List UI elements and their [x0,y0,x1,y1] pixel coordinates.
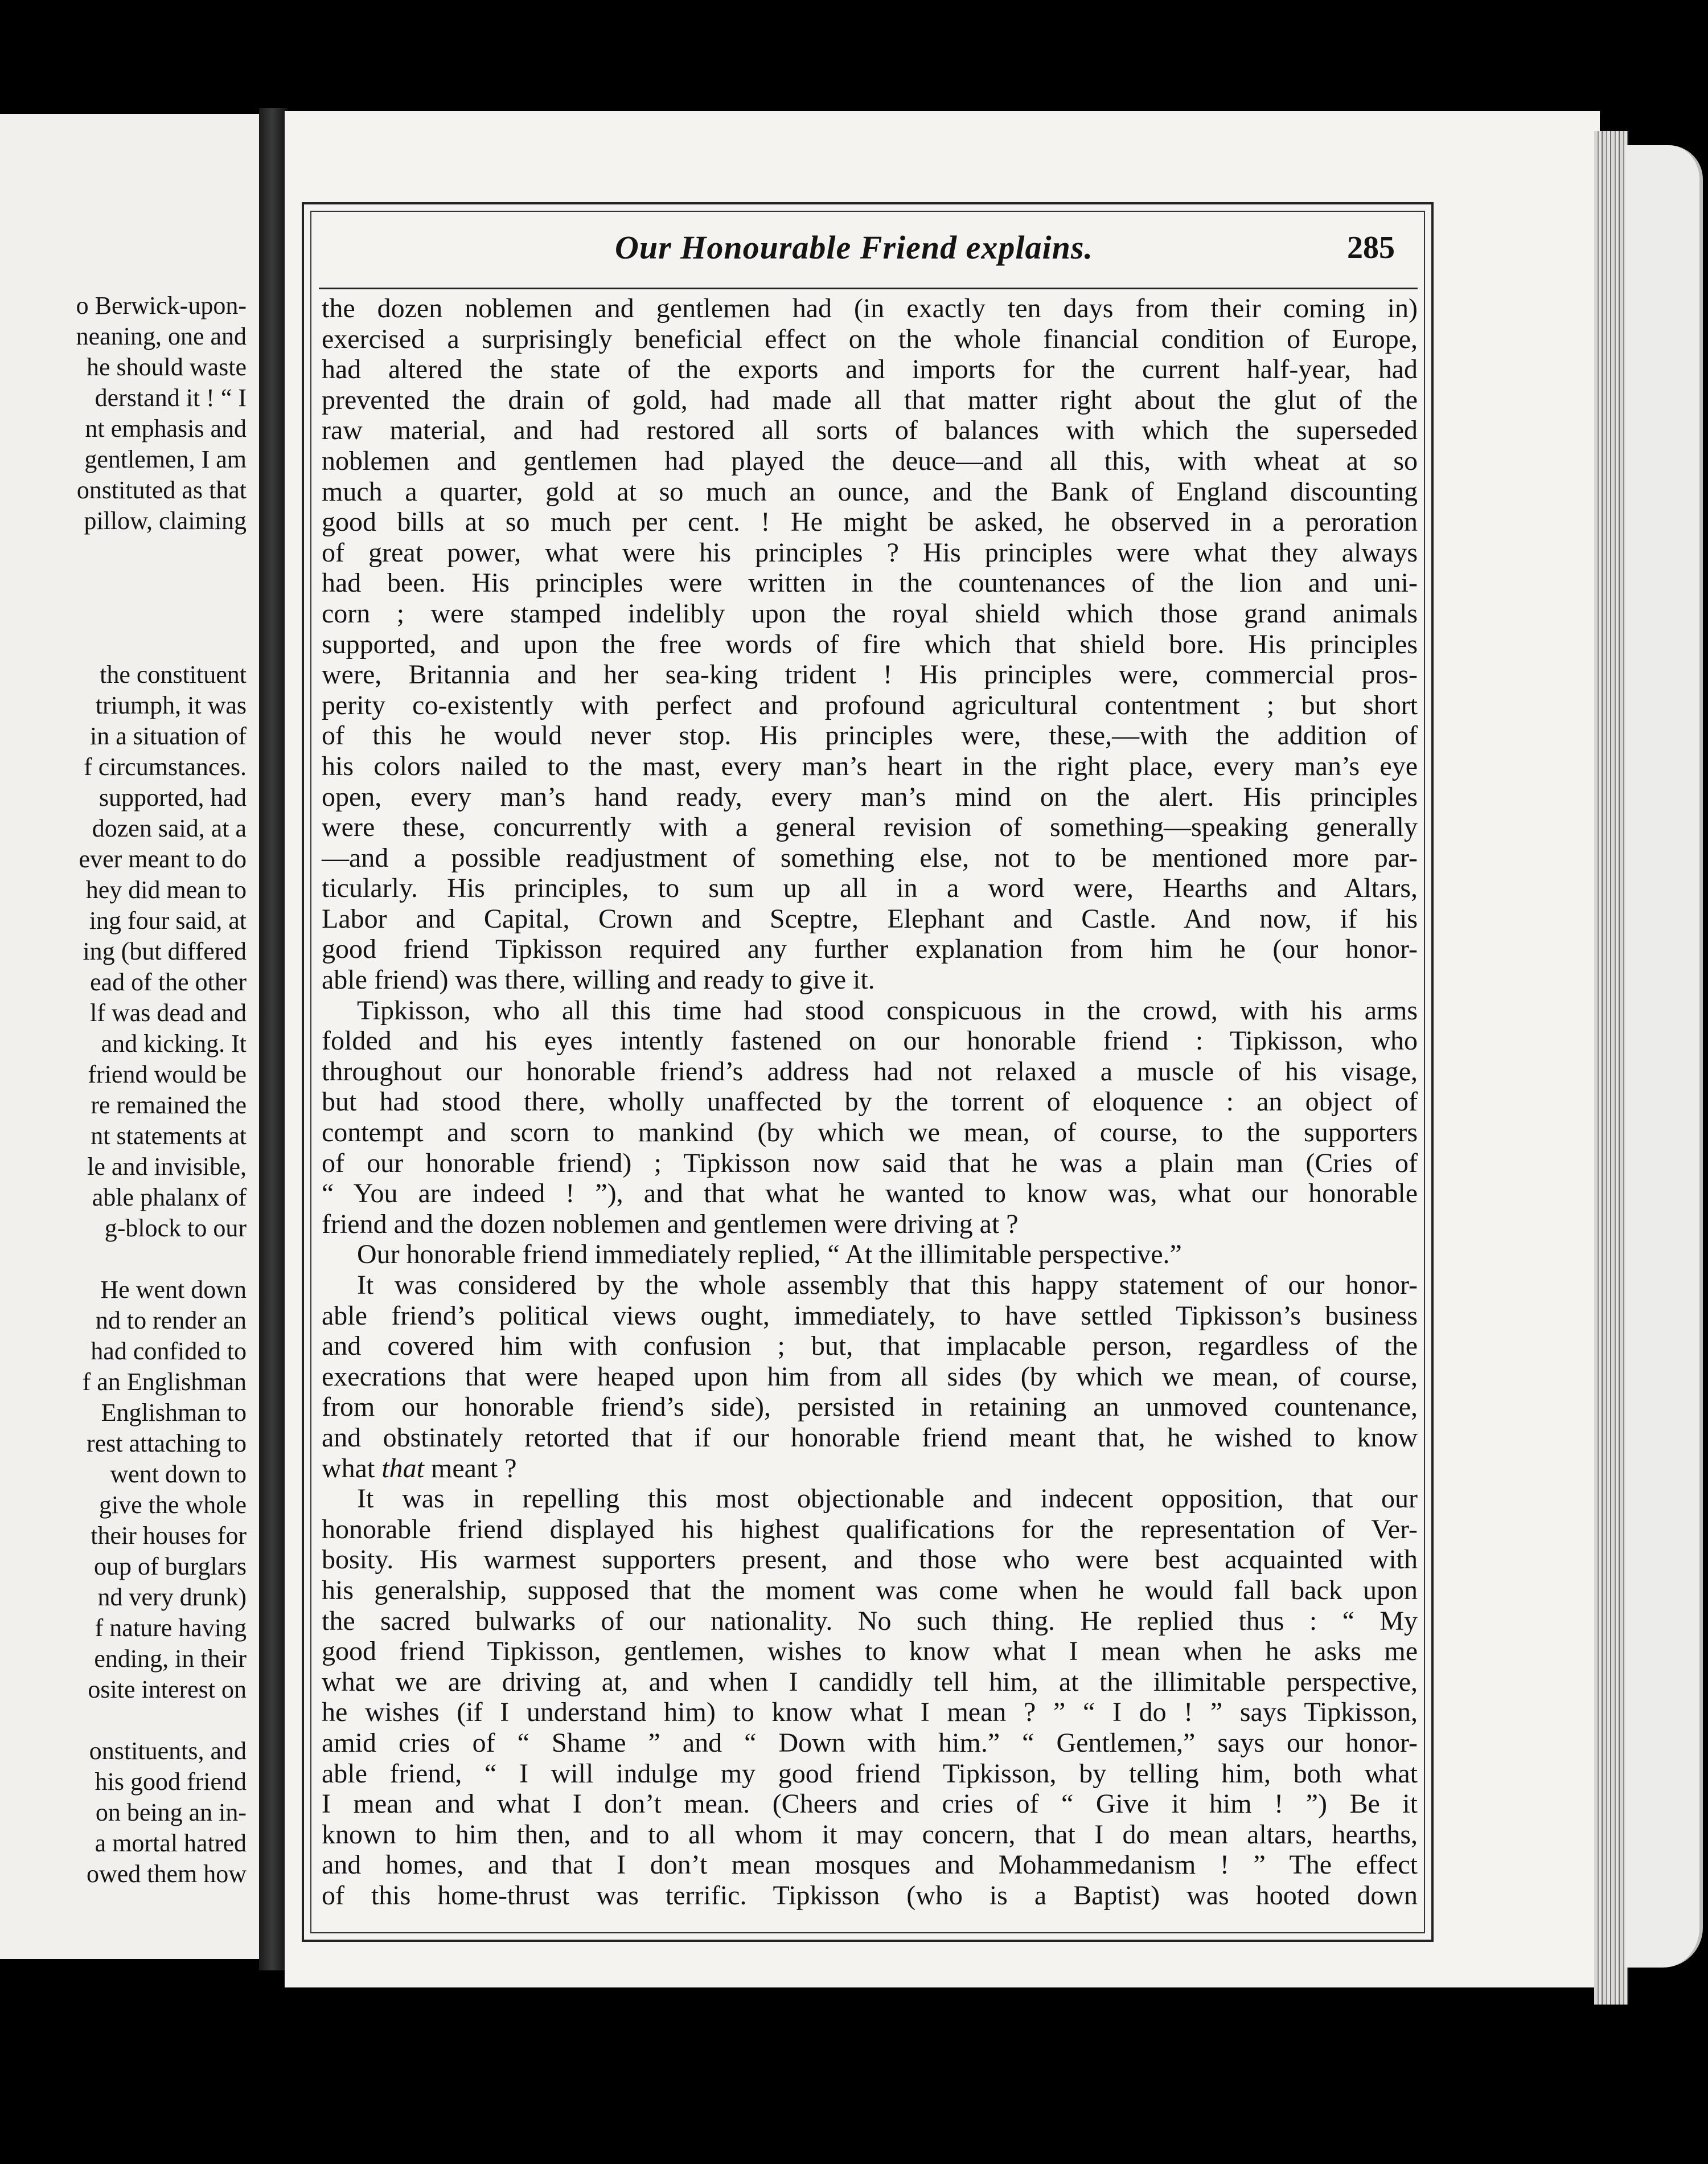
facing-page-line: supported, had [98,784,247,812]
text-line: what that meant ? [322,1453,517,1483]
facing-page-line: rest attaching to [86,1429,247,1457]
facing-page-line: f an Englishman [82,1368,247,1396]
text-line: but had stood there, wholly unaffected by the torrent of eloquence : an object of [322,1087,1418,1117]
text-line: and homes, and that I don’t mean mosques and Mohammedanism ! ” The effect [322,1850,1418,1880]
facing-page-line: able phalanx of [92,1183,247,1211]
facing-page-line: le and invisible, [87,1153,247,1181]
facing-page-line: had confided to [91,1337,247,1365]
facing-page-line: ending, in their [94,1645,247,1673]
text-line: I mean and what I don’t mean. (Cheers and cries of “ Give it him ! ”) Be it [322,1789,1418,1819]
text-line: honorable friend displayed his highest qualifications for the representation of Ver- [322,1514,1418,1544]
text-line: raw material, and had restored all sorts of balances with which the superseded [322,415,1418,446]
book-cover-edge [1625,145,1703,1968]
text-line: good bills at so much per cent. ! He might be asked, he observed in a peroration [322,507,1418,538]
facing-page-line: and kicking. It [101,1030,247,1058]
text-line: open, every man’s hand ready, every man’s mind on the alert. His principles [322,781,1418,812]
facing-page-left [0,114,259,1959]
text-line: from our honorable friend’s side), persisted in retaining an unmoved countenance, [322,1392,1418,1423]
facing-page-line: friend would be [88,1060,247,1088]
facing-page-line: nd to render an [95,1306,247,1334]
text-line: much a quarter, gold at so much an ounce, and the Bank of England discounting [322,476,1418,507]
text-line: friend and the dozen noblemen and gentlemen were driving at ? [322,1208,1019,1239]
facing-page-line: in a situation of [90,722,247,750]
facing-page-line: He went down [100,1276,247,1304]
facing-page-line: nt emphasis and [85,415,247,442]
facing-page-line: re remained the [91,1091,247,1119]
text-line: bosity. His warmest supporters present, and those who were best acquainted with [322,1544,1418,1575]
text-line: exercised a surprisingly beneficial effect on the whole financial condition of Europe, [322,323,1418,354]
text-line: the dozen noblemen and gentlemen had (in exactly ten days from their coming in) [322,293,1418,323]
page-edges [1594,131,1628,2005]
text-line: prevented the drain of gold, had made all that matter right about the glut of the [322,384,1418,415]
facing-page-line: went down to [110,1460,247,1488]
facing-page-line: osite interest on [88,1675,247,1703]
text-line: It was considered by the whole assembly that this happy statement of our honor- [357,1270,1418,1300]
facing-page-line: pillow, claiming [84,507,247,535]
facing-page-line: a mortal hatred [95,1829,247,1857]
facing-page-line: o Berwick-upon- [76,292,247,319]
text-line: execrations that were heaped upon him from all sides (by which we mean, of course, [322,1361,1418,1392]
text-line: supported, and upon the free words of fire which that shield bore. His principles [322,629,1418,659]
text-line: of this he would never stop. His principles were, these,—with the addition of [322,720,1418,751]
facing-page-line: the constituent [100,661,247,688]
facing-page-line: their houses for [91,1522,247,1550]
italic-emphasis: that [381,1453,424,1483]
facing-page-line: gentlemen, I am [84,445,247,473]
facing-page-line: nt statements at [91,1122,247,1150]
text-line: he wishes (if I understand him) to know what I mean ? ” “ I do ! ” says Tipkisson, [322,1697,1418,1728]
text-line: his generalship, supposed that the moment was come when he would fall back upon [322,1575,1418,1605]
facing-page-line: oup of burglars [93,1552,247,1580]
facing-page-line: derstand it ! “ I [95,384,247,412]
facing-page-line: Englishman to [101,1399,247,1427]
facing-page-line: triumph, it was [95,691,247,719]
text-line: throughout our honorable friend’s address had not relaxed a muscle of his visage, [322,1056,1418,1087]
facing-page-line: on being an in- [95,1798,247,1826]
facing-page-line: ead of the other [90,968,247,996]
facing-page-line: hey did mean to [85,876,247,904]
facing-page-line: give the whole [98,1491,247,1519]
text-line: It was in repelling this most objectionable and indecent opposition, that our [357,1483,1418,1514]
text-line: Tipkisson, who all this time had stood conspicuous in the crowd, with his arms [357,995,1418,1026]
text-line: Labor and Capital, Crown and Sceptre, Elephant and Castle. And now, if his [322,903,1418,934]
facing-page-line: dozen said, at a [92,814,247,842]
facing-page-line: nd very drunk) [97,1583,247,1611]
facing-page-line: lf was dead and [90,999,247,1027]
facing-page-line: neaning, one and [76,322,247,350]
text-line: were, Britannia and her sea-king trident ! His principles were, commercial pros- [322,659,1418,690]
text-line: Our honorable friend immediately replied, “ At the illimitable perspective.” [357,1239,1182,1270]
text-line: had altered the state of the exports and imports for the current half-year, had [322,354,1418,385]
text-line: were these, concurrently with a general revision of something—speaking generally [322,812,1418,843]
text-line: contempt and scorn to mankind (by which we mean, of course, to the supporters [322,1117,1418,1148]
book-gutter [259,108,288,1970]
facing-page-line: g-block to our [104,1214,247,1242]
text-line: good friend Tipkisson required any further explanation from him he (our honor- [322,934,1418,965]
facing-page-line: onstituted as that [76,476,247,504]
text-line: and covered him with confusion ; but, that implacable person, regardless of the [322,1331,1418,1362]
facing-page-line: owed them how [86,1860,247,1888]
text-line: the sacred bulwarks of our nationality. No such thing. He replied thus : “ My [322,1605,1418,1636]
text-line: able friend) was there, willing and ready to give it. [322,965,875,995]
text-line: noblemen and gentlemen had played the deuce—and all this, with wheat at so [322,445,1418,476]
text-line: able friend, “ I will indulge my good friend Tipkisson, by telling him, both what [322,1758,1418,1789]
facing-page-line: onstituents, and [89,1737,247,1765]
header-rule [319,288,1418,289]
facing-page-line: he should waste [86,353,247,381]
running-head: Our Honourable Friend explains. [615,229,1093,266]
text-line: of great power, what were his principles ? His principles were what they always [322,537,1418,568]
page-number: 285 [1347,230,1395,265]
text-line: and obstinately retorted that if our honorable friend meant that, he wished to know [322,1422,1418,1453]
text-line: ticularly. His principles, to sum up all in a word were, Hearths and Altars, [322,873,1418,904]
text-line: known to him then, and to all whom it may concern, that I do mean altars, hearths, [322,1819,1418,1850]
facing-page-line: ing (but differed [83,937,247,965]
text-line: his colors nailed to the mast, every man’s heart in the right place, every man’s eye [322,751,1418,781]
text-line: corn ; were stamped indelibly upon the royal shield which those grand animals [322,598,1418,629]
text-line: of this home-thrust was terrific. Tipkisson (who is a Baptist) was hooted down [322,1880,1418,1911]
facing-page-line: f nature having [95,1614,247,1642]
text-line: perity co-existently with perfect and profound agricultural contentment ; but short [322,690,1418,720]
text-line: had been. His principles were written in the countenances of the lion and uni- [322,568,1418,599]
text-line: amid cries of “ Shame ” and “ Down with him.” “ Gentlemen,” says our honor- [322,1727,1418,1758]
text-line: of our honorable friend) ; Tipkisson now said that he was a plain man (Cries of [322,1147,1418,1178]
facing-page-line: his good friend [95,1768,247,1796]
body-text [322,293,1418,1911]
text-line: —and a possible readjustment of something else, not to be mentioned more par- [322,842,1418,873]
text-line: “ You are indeed ! ”), and that what he wanted to know was, what our honorable [322,1178,1418,1209]
text-line: what we are driving at, and when I candidly tell him, at the illimitable perspective, [322,1666,1418,1697]
text-line: able friend’s political views ought, immediately, to have settled Tipkisson’s business [322,1300,1418,1331]
text-line: good friend Tipkisson, gentlemen, wishes to know what I mean when he asks me [322,1636,1418,1667]
text-line: folded and his eyes intently fastened on our honorable friend : Tipkisson, who [322,1026,1418,1056]
facing-page-line: ing four said, at [89,907,247,935]
facing-page-line: ever meant to do [79,845,247,873]
facing-page-line: f circumstances. [84,753,247,781]
